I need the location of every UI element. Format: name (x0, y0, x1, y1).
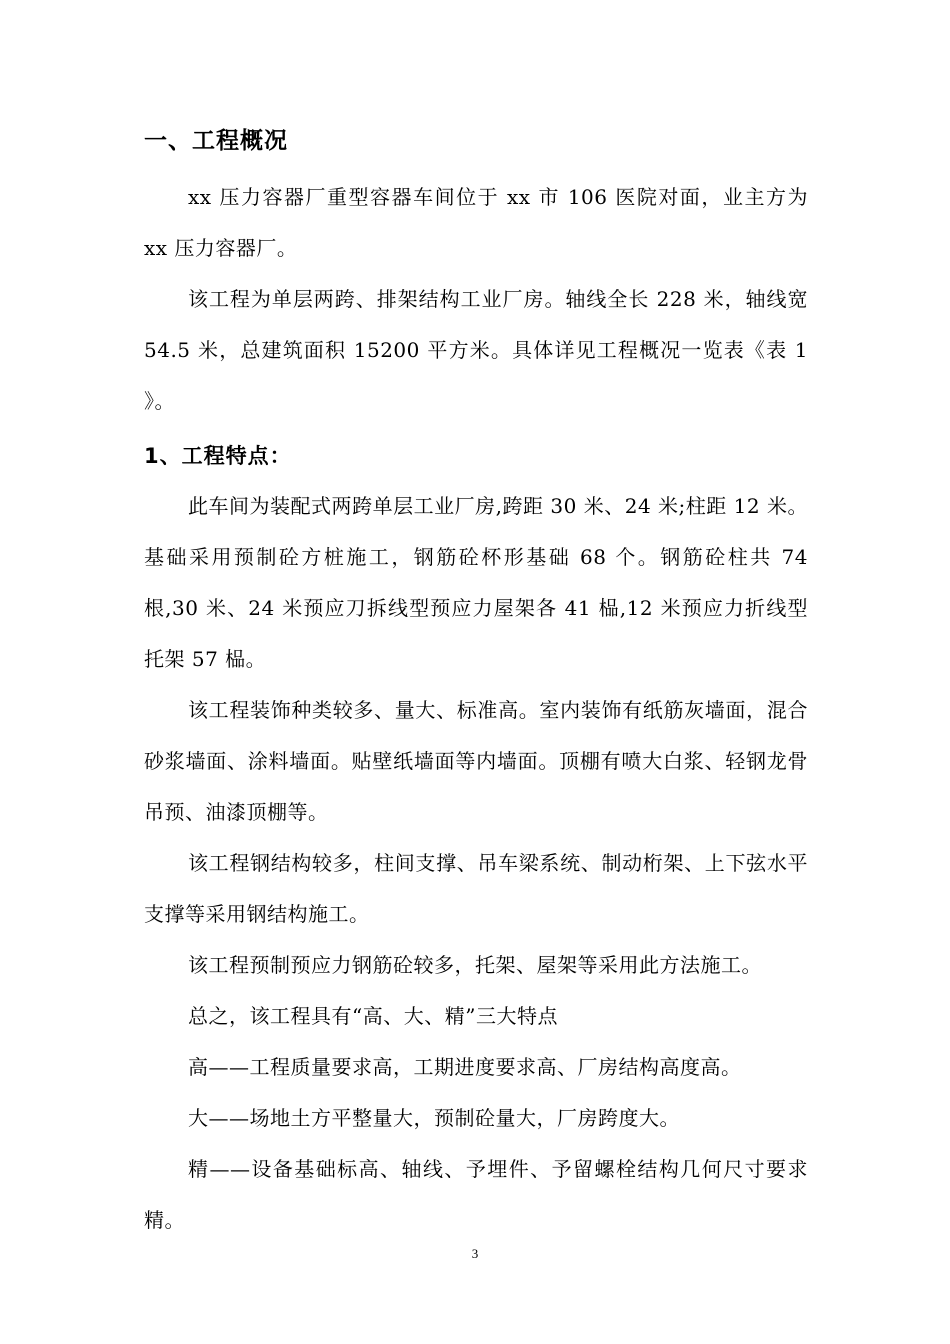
feature-paragraph-steel: 该工程钢结构较多，柱间支撑、吊车梁系统、制动桁架、上下弦水平支撑等采用钢结构施工。 (144, 851, 808, 926)
intro-paragraph-location: xx 压力容器厂重型容器车间位于 xx 市 106 医院对面，业主方为 xx 压力容器厂。 (144, 185, 808, 260)
feature-paragraph-precise: 精——设备基础标高、轴线、予埋件、予留螺栓结构几何尺寸要求精。 (144, 1157, 808, 1232)
feature-paragraph-large: 大——场地土方平整量大，预制砼量大，厂房跨度大。 (188, 1106, 680, 1130)
feature-paragraph-decoration: 该工程装饰种类较多、量大、标准高。室内装饰有纸筋灰墙面，混合砂浆墙面、涂料墙面。贴壁纸墙面等内墙面。顶棚有喷大白浆、轻钢龙骨吊预、油漆顶棚等。 (144, 698, 808, 824)
feature-paragraph-structure: 此车间为装配式两跨单层工业厂房,跨距 30 米、24 米;柱距 12 米。基础采用预制砼方桩施工，钢筋砼杯形基础 68 个。钢筋砼柱共 74 根,30 米、24 米预应刀拆线型预应力屋架各 41 榀,12 米预应力折线型托架 57 榀。 (144, 494, 808, 671)
feature-paragraph-prestressed: 该工程预制预应力钢筋砼较多，托架、屋架等采用此方法施工。 (188, 953, 762, 977)
feature-paragraph-high: 高——工程质量要求高，工期进度要求高、厂房结构高度高。 (188, 1055, 742, 1079)
section-heading: 一、工程概况 (144, 128, 288, 154)
page-number: 3 (471, 1246, 479, 1261)
page-content (144, 118, 808, 1246)
intro-paragraph-dimensions: 该工程为单层两跨、排架结构工业厂房。轴线全长 228 米，轴线宽 54.5 米，总建筑面积 15200 平方米。具体详见工程概况一览表《表 1 》。 (144, 287, 808, 413)
subsection-heading: 1、工程特点： (144, 444, 292, 468)
feature-paragraph-summary: 总之，该工程具有“高、大、精”三大特点 (188, 1004, 558, 1028)
